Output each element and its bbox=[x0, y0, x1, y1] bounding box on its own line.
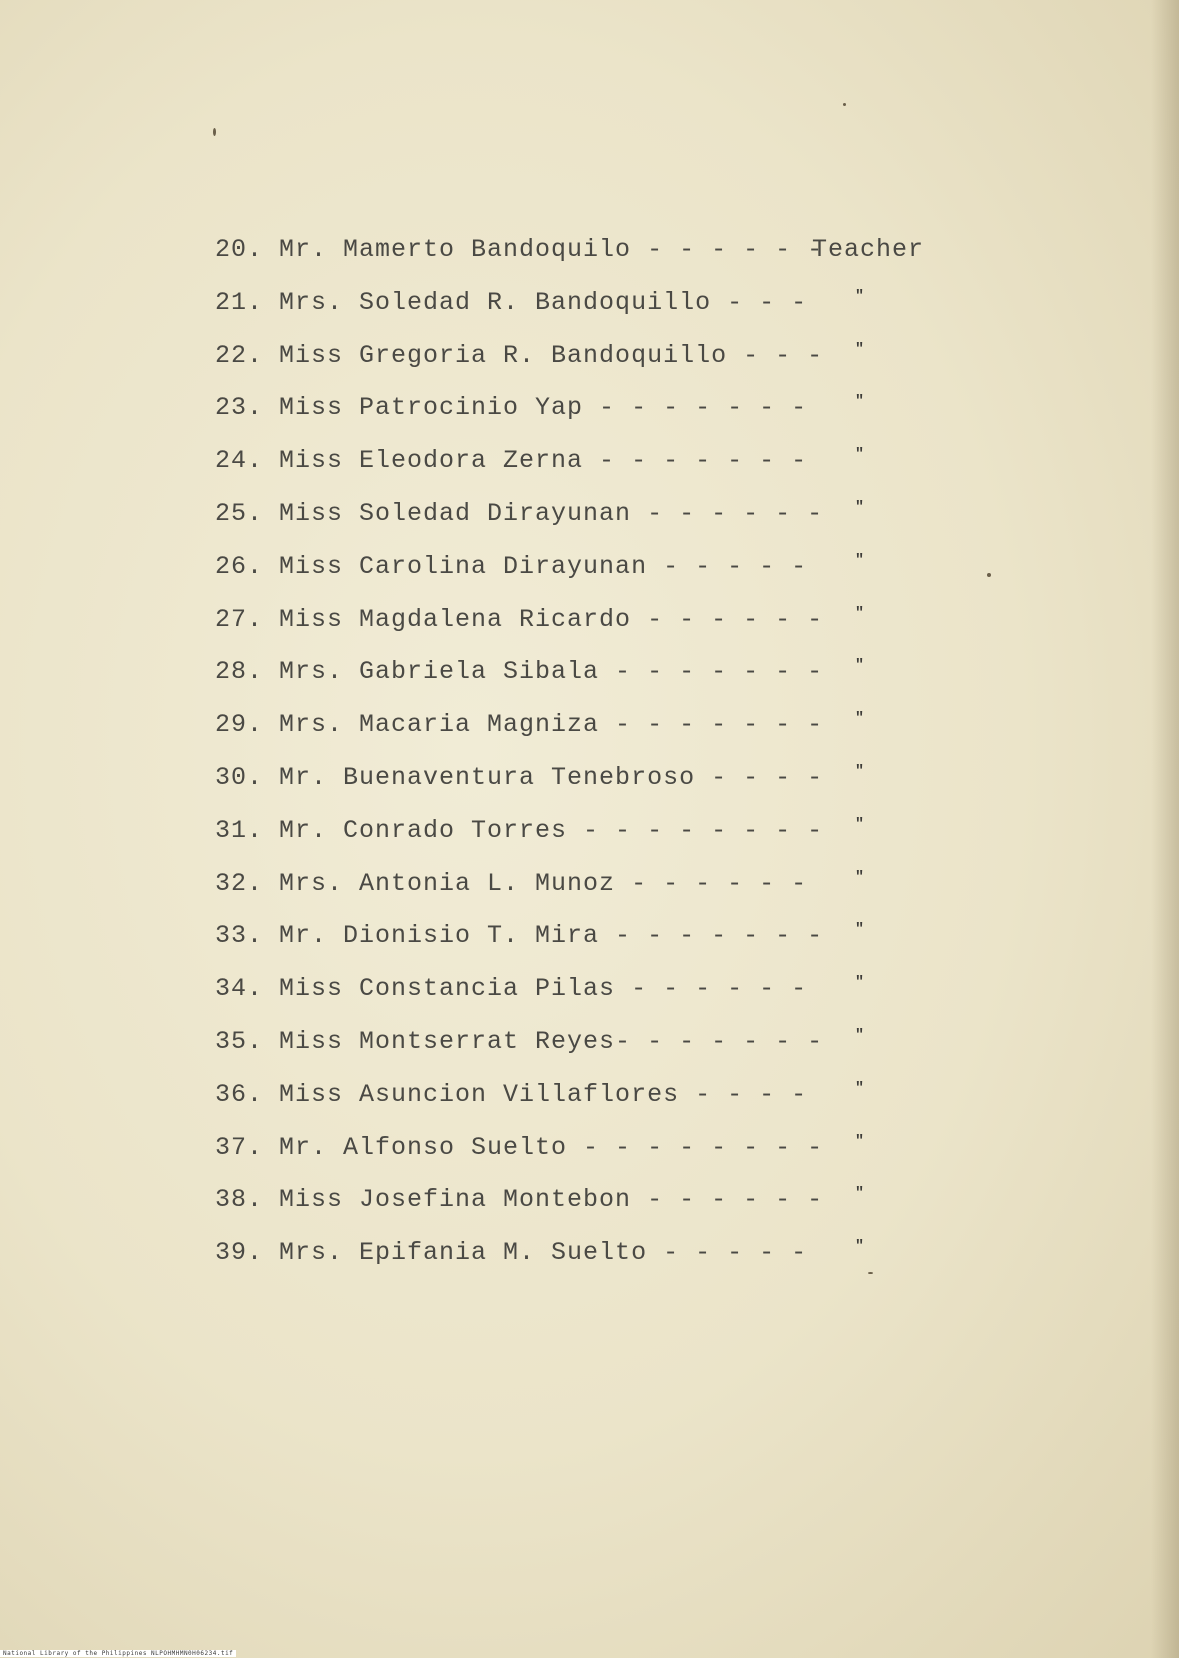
ditto-mark: " bbox=[855, 340, 866, 358]
ditto-mark: " bbox=[855, 287, 866, 305]
ditto-mark: " bbox=[855, 974, 866, 992]
roster-entry bbox=[215, 598, 935, 651]
entry-name: 32. Mrs. Antonia L. Munoz - - - - - - bbox=[215, 868, 808, 898]
roster-entry bbox=[215, 545, 935, 598]
roster-entry bbox=[215, 1073, 935, 1126]
entry-name: 35. Miss Montserrat Reyes- - - - - - - bbox=[215, 1026, 824, 1056]
entry-name: 39. Mrs. Epifania M. Suelto - - - - - bbox=[215, 1238, 808, 1268]
ditto-mark: " bbox=[855, 1026, 866, 1044]
roster-entry bbox=[215, 703, 935, 756]
entry-name: 26. Miss Carolina Dirayunan - - - - - bbox=[215, 551, 808, 581]
entry-name: 36. Miss Asuncion Villaflores - - - - bbox=[215, 1079, 808, 1109]
roster-entry bbox=[215, 967, 935, 1020]
roster-entry bbox=[215, 862, 935, 915]
entry-name: 31. Mr. Conrado Torres - - - - - - - - bbox=[215, 815, 824, 845]
roster-entry bbox=[215, 386, 935, 439]
entry-name: 25. Miss Soledad Dirayunan - - - - - - bbox=[215, 498, 824, 528]
ditto-mark: " bbox=[855, 393, 866, 411]
roster-entry bbox=[215, 650, 935, 703]
entry-name: 33. Mr. Dionisio T. Mira - - - - - - - bbox=[215, 921, 824, 951]
roster-entry bbox=[215, 228, 935, 281]
entry-name: 28. Mrs. Gabriela Sibala - - - - - - - bbox=[215, 657, 824, 687]
ditto-mark: " bbox=[855, 710, 866, 728]
entry-name: 27. Miss Magdalena Ricardo - - - - - - bbox=[215, 604, 824, 634]
entry-name: 37. Mr. Alfonso Suelto - - - - - - - - bbox=[215, 1132, 824, 1162]
ditto-mark: " bbox=[855, 762, 866, 780]
source-footer: National Library of the Philippines NLPOHMHMN0H06234.tif bbox=[0, 1650, 236, 1657]
ditto-mark: " bbox=[855, 1238, 866, 1256]
paper-speck bbox=[987, 573, 991, 577]
roster-entry bbox=[215, 439, 935, 492]
paper-speck bbox=[213, 128, 216, 136]
roster-entry bbox=[215, 809, 935, 862]
ditto-mark: " bbox=[855, 868, 866, 886]
entry-name: 23. Miss Patrocinio Yap - - - - - - - bbox=[215, 393, 808, 423]
ditto-mark: " bbox=[855, 551, 866, 569]
ditto-mark: " bbox=[855, 604, 866, 622]
roster-entry bbox=[215, 334, 935, 387]
entry-name: 20. Mr. Mamerto Bandoquilo - - - - - - bbox=[215, 235, 824, 264]
roster-entry bbox=[215, 914, 935, 967]
entry-name: 21. Mrs. Soledad R. Bandoquillo - - - bbox=[215, 287, 808, 317]
ditto-mark: " bbox=[855, 921, 866, 939]
staff-roster bbox=[215, 228, 935, 1284]
roster-entry bbox=[215, 1126, 935, 1179]
entry-name: 34. Miss Constancia Pilas - - - - - - bbox=[215, 974, 808, 1004]
ditto-mark: " bbox=[855, 446, 866, 464]
entry-position: Teacher bbox=[812, 235, 925, 264]
entry-name: 22. Miss Gregoria R. Bandoquillo - - - bbox=[215, 340, 824, 370]
ditto-mark: " bbox=[855, 657, 866, 675]
roster-entry bbox=[215, 1178, 935, 1231]
roster-entry bbox=[215, 281, 935, 334]
entry-name: 38. Miss Josefina Montebon - - - - - - bbox=[215, 1185, 824, 1215]
ditto-mark: " bbox=[855, 1132, 866, 1150]
ditto-mark: " bbox=[855, 1079, 866, 1097]
ditto-mark: " bbox=[855, 498, 866, 516]
roster-entry bbox=[215, 1231, 935, 1284]
entry-name: 29. Mrs. Macaria Magniza - - - - - - - bbox=[215, 710, 824, 740]
paper-speck bbox=[843, 103, 846, 106]
ditto-mark: " bbox=[855, 1185, 866, 1203]
roster-entry bbox=[215, 1020, 935, 1073]
ditto-mark: " bbox=[855, 815, 866, 833]
roster-entry bbox=[215, 756, 935, 809]
entry-name: 24. Miss Eleodora Zerna - - - - - - - bbox=[215, 446, 808, 476]
entry-name: 30. Mr. Buenaventura Tenebroso - - - - bbox=[215, 762, 824, 792]
page-edge-shadow bbox=[1151, 0, 1179, 1658]
roster-entry bbox=[215, 492, 935, 545]
